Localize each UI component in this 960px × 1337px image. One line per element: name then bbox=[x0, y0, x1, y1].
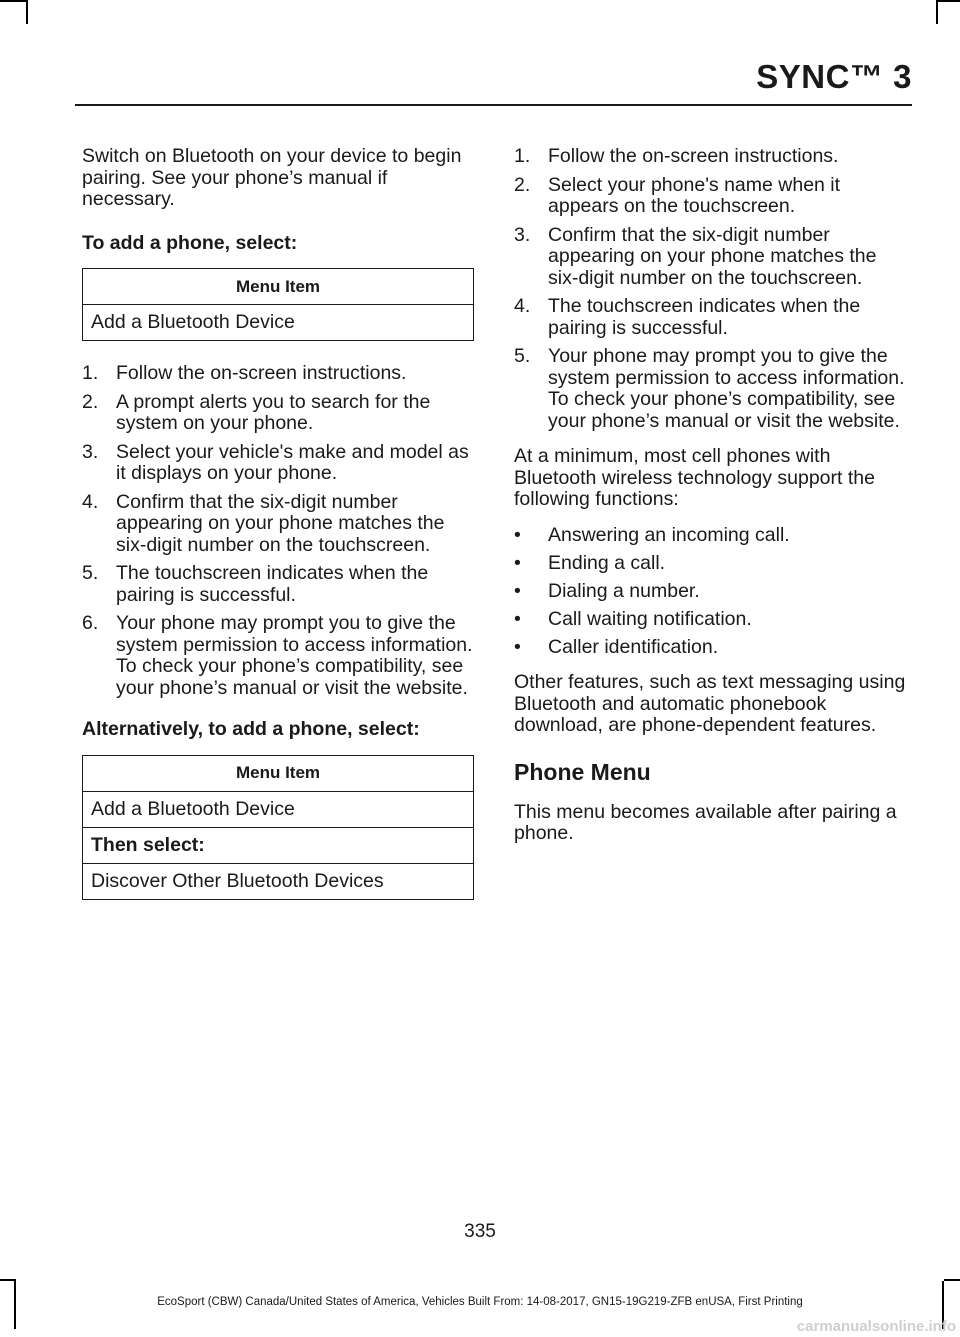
right-column bbox=[514, 146, 908, 845]
list-item: • Caller identification. bbox=[514, 635, 719, 658]
crop-mark-top-right bbox=[938, 0, 960, 2]
functions-list bbox=[514, 525, 908, 659]
list-item: • Call waiting notification. bbox=[514, 607, 752, 630]
menu-table-header: Menu Item bbox=[83, 755, 474, 791]
page-number: 335 bbox=[464, 1221, 496, 1242]
list-item: • Ending a call. bbox=[514, 551, 666, 574]
list-item: 4. Confirm that the six-digit number appearing on your phone matches the six-digit number on the touchscreen. bbox=[82, 490, 445, 556]
pairing-steps-list bbox=[82, 363, 474, 699]
list-item: 3. Select your vehicle's make and model as it displays on your phone. bbox=[82, 440, 469, 484]
list-item: 5. The touchscreen indicates when the pairing is successful. bbox=[82, 562, 429, 606]
list-item: 5. Your phone may prompt you to give the system permission to access information. To check your phone’s compatibility, see your phone’s manual or visit the website. bbox=[514, 345, 905, 432]
watermark: carmanualsonline.info bbox=[796, 1318, 956, 1335]
intro-paragraph: Switch on Bluetooth on your device to begin pairing. See your phone’s manual if necessary. bbox=[82, 145, 462, 210]
menu-table-subheader: Then select: bbox=[83, 827, 474, 863]
minimum-functions-paragraph: At a minimum, most cell phones with Bluetooth wireless technology support the following functions: bbox=[514, 445, 875, 510]
menu-table-add bbox=[82, 268, 474, 341]
other-features-paragraph: Other features, such as text messaging using Bluetooth and automatic phonebook download, are phone-dependent features. bbox=[514, 671, 906, 736]
list-item: 2. A prompt alerts you to search for the system on your phone. bbox=[82, 390, 431, 434]
pairing-steps-list-alt bbox=[514, 146, 908, 432]
list-item: • Dialing a number. bbox=[514, 579, 700, 602]
menu-table-row: Discover Other Bluetooth Devices bbox=[83, 863, 474, 899]
crop-mark-bottom-right bbox=[944, 1279, 960, 1281]
list-item: • Answering an incoming call. bbox=[514, 523, 790, 546]
list-item: 1. Follow the on-screen instructions. bbox=[514, 145, 839, 167]
menu-table-alternative bbox=[82, 755, 474, 900]
crop-mark-top-left bbox=[0, 0, 28, 2]
crop-mark-top-left-vertical bbox=[26, 0, 28, 24]
footer-text: EcoSport (CBW) Canada/United States of America, Vehicles Built From: 14-08-2017, GN15-19G219-ZFB enUSA, First Printing bbox=[157, 1296, 803, 1308]
phone-menu-heading: Phone Menu bbox=[514, 758, 651, 785]
left-column bbox=[82, 146, 474, 922]
list-item: 4. The touchscreen indicates when the pairing is successful. bbox=[514, 295, 861, 339]
section-title: SYNC™ 3 bbox=[756, 58, 912, 95]
crop-mark-top-right-vertical bbox=[936, 0, 938, 24]
list-item: 2. Select your phone's name when it appears on the touchscreen. bbox=[514, 173, 841, 217]
menu-table-row: Add a Bluetooth Device bbox=[83, 791, 474, 827]
phone-menu-paragraph: This menu becomes available after pairing a phone. bbox=[514, 800, 897, 844]
alternative-lead: Alternatively, to add a phone, select: bbox=[82, 718, 420, 740]
menu-table-row: Add a Bluetooth Device bbox=[83, 305, 474, 341]
menu-table-header: Menu Item bbox=[83, 269, 474, 305]
header-rule bbox=[75, 104, 912, 106]
list-item: 6. Your phone may prompt you to give the system permission to access information. To check your phone’s compatibility, see your phone’s manual or visit the website. bbox=[82, 612, 473, 699]
list-item: 3. Confirm that the six-digit number appearing on your phone matches the six-digit number on the touchscreen. bbox=[514, 223, 877, 289]
add-phone-lead: To add a phone, select: bbox=[82, 231, 298, 254]
list-item: 1. Follow the on-screen instructions. bbox=[82, 362, 407, 384]
